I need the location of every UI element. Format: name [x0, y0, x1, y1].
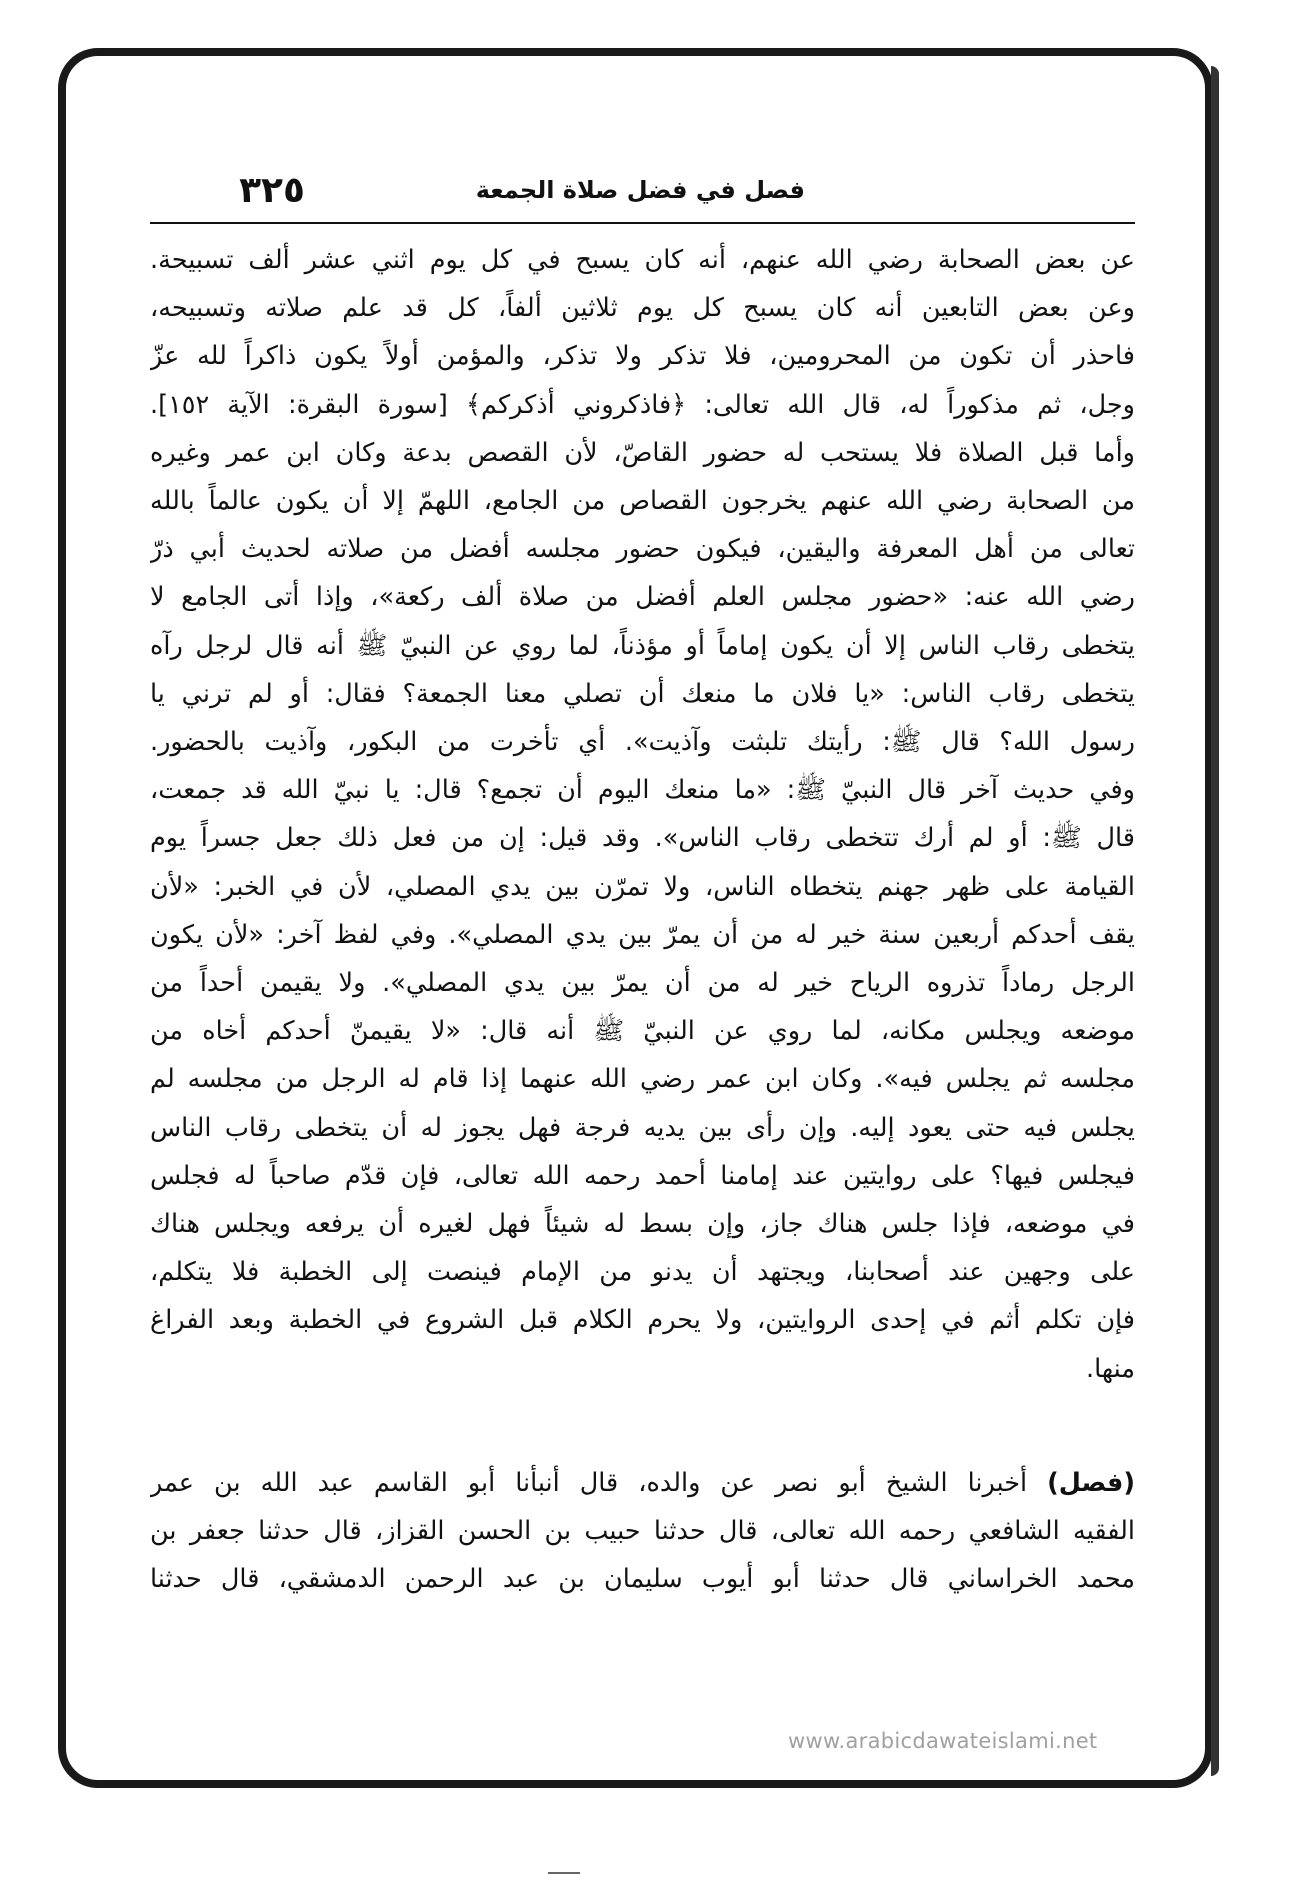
text-line: من الصحابة رضي الله عنهم يخرجون القصاص من الجامع، اللهمّ إلا أن يكون عالماً بالله: [150, 486, 1135, 517]
text-line: يتخطى رقاب الناس إلا أن يكون إماماً أو مؤذناً، لما روي عن النبيّ ﷺ أنه قال لرجل رآه: [150, 630, 1135, 661]
text-line: وعن بعض التابعين أنه كان يسبح كل يوم ثلاثين ألفاً، كل قد علم صلاته وتسبيحه،: [150, 293, 1135, 324]
text-line: الرجل رماداً تذروه الرياح خير له من أن يمرّ بين يدي المصلي». ولا يقيمن أحداً من: [150, 968, 1135, 999]
text-line: وأما قبل الصلاة فلا يستحب له حضور القاصّ، لأن القصص بدعة وكان ابن عمر وغيره: [150, 437, 1135, 468]
section-spacer: [150, 1393, 1135, 1459]
text-line: موضعه ويجلس مكانه، لما روي عن النبيّ ﷺ أنه قال: «لا يقيمنّ أحدكم أخاه من: [150, 1016, 1135, 1047]
text-line: محمد الخراساني قال حدثنا أبو أيوب سليمان بن عبد الرحمن الدمشقي، قال حدثنا: [150, 1564, 1135, 1595]
text-line: فاحذر أن تكون من المحرومين، فلا تذكر ولا تذكر، والمؤمن أولاً يكون ذاكراً لله عزّ: [150, 341, 1135, 372]
page-body: [150, 236, 1135, 1603]
text-line: رسول الله؟ قال ﷺ: رأيتك تلبثت وآذيت». أي تأخرت من البكور، وآذيت بالحضور.: [150, 727, 1135, 758]
bottom-mark: [548, 1872, 580, 1874]
watermark-url: www.arabicdawateislami.net: [788, 1729, 1098, 1753]
text-line: القيامة على ظهر جهنم يتخطاه الناس، ولا تمرّن بين يدي المصلي، لأن في الخبر: «لأن: [150, 871, 1135, 902]
text-line: وجل، ثم مذكوراً له، قال الله تعالى: ﴿فاذكروني أذكركم﴾ [سورة البقرة: الآية ١٥٢].: [150, 389, 1135, 420]
section-label: (فصل): [1047, 1467, 1135, 1498]
text-line: منها.: [1086, 1353, 1135, 1384]
text-line: تعالى من أهل المعرفة واليقين، فيكون حضور مجلسه أفضل من صلاته لحديث أبي ذرّ: [150, 534, 1135, 565]
text-line: في موضعه، فإذا جلس هناك جاز، وإن بسط له شيئاً فهل لغيره أن يرفعه ويجلس هناك: [150, 1209, 1135, 1240]
main-paragraph: [150, 236, 1135, 1393]
text-line: يتخطى رقاب الناس: «يا فلان ما منعك أن تصلي معنا الجمعة؟ فقال: أو لم ترني يا: [150, 678, 1135, 709]
text-line: مجلسه ثم يجلس فيه». وكان ابن عمر رضي الله عنهما إذا قام له الرجل من مجلسه لم: [150, 1064, 1135, 1095]
text-line: قال ﷺ: أو لم أرك تتخطى رقاب الناس». وقد قيل: إن من فعل ذلك جعل جسراً يوم: [150, 823, 1135, 854]
section-first-line-text: أخبرنا الشيخ أبو نصر عن والده، قال أنبأنا أبو القاسم عبد الله بن عمر: [150, 1467, 1028, 1498]
section-first-line: [150, 1459, 1135, 1507]
text-line: فإن تكلم أثم في إحدى الروايتين، ولا يحرم الكلام قبل الشروع في الخطبة وبعد الفراغ: [150, 1305, 1135, 1336]
chapter-title: فصل في فضل صلاة الجمعة: [475, 176, 805, 204]
text-line: يجلس فيه حتى يعود إليه. وإن رأى بين يديه فرجة فهل يجوز له أن يتخطى رقاب الناس: [150, 1112, 1135, 1143]
section-paragraph: [150, 1459, 1135, 1604]
page-number: ٣٢٥: [239, 170, 305, 211]
text-line: يقف أحدكم أربعين سنة خير له من أن يمرّ بين يدي المصلي». وفي لفظ آخر: «لأن يكون: [150, 919, 1135, 950]
text-line: فيجلس فيها؟ على روايتين عند إمامنا أحمد رحمه الله تعالى، فإن قدّم صاحباً له فجلس: [150, 1160, 1135, 1191]
text-line: رضي الله عنه: «حضور مجلس العلم أفضل من صلاة ألف ركعة»، وإذا أتى الجامع لا: [150, 582, 1135, 613]
page-header: [150, 170, 1135, 220]
header-divider: [150, 222, 1135, 224]
text-line: عن بعض الصحابة رضي الله عنهم، أنه كان يسبح في كل يوم اثني عشر ألف تسبيحة.: [150, 245, 1135, 275]
text-line: وفي حديث آخر قال النبيّ ﷺ: «ما منعك اليوم أن تجمع؟ قال: يا نبيّ الله قد جمعت،: [150, 775, 1135, 806]
text-line: على وجهين عند أصحابنا، ويجتهد أن يدنو من الإمام فينصت إلى الخطبة فلا يتكلم،: [150, 1257, 1135, 1288]
text-line: الفقيه الشافعي رحمه الله تعالى، قال حدثنا حبيب بن الحسن القزاز، قال حدثنا جعفر بن: [150, 1516, 1135, 1547]
